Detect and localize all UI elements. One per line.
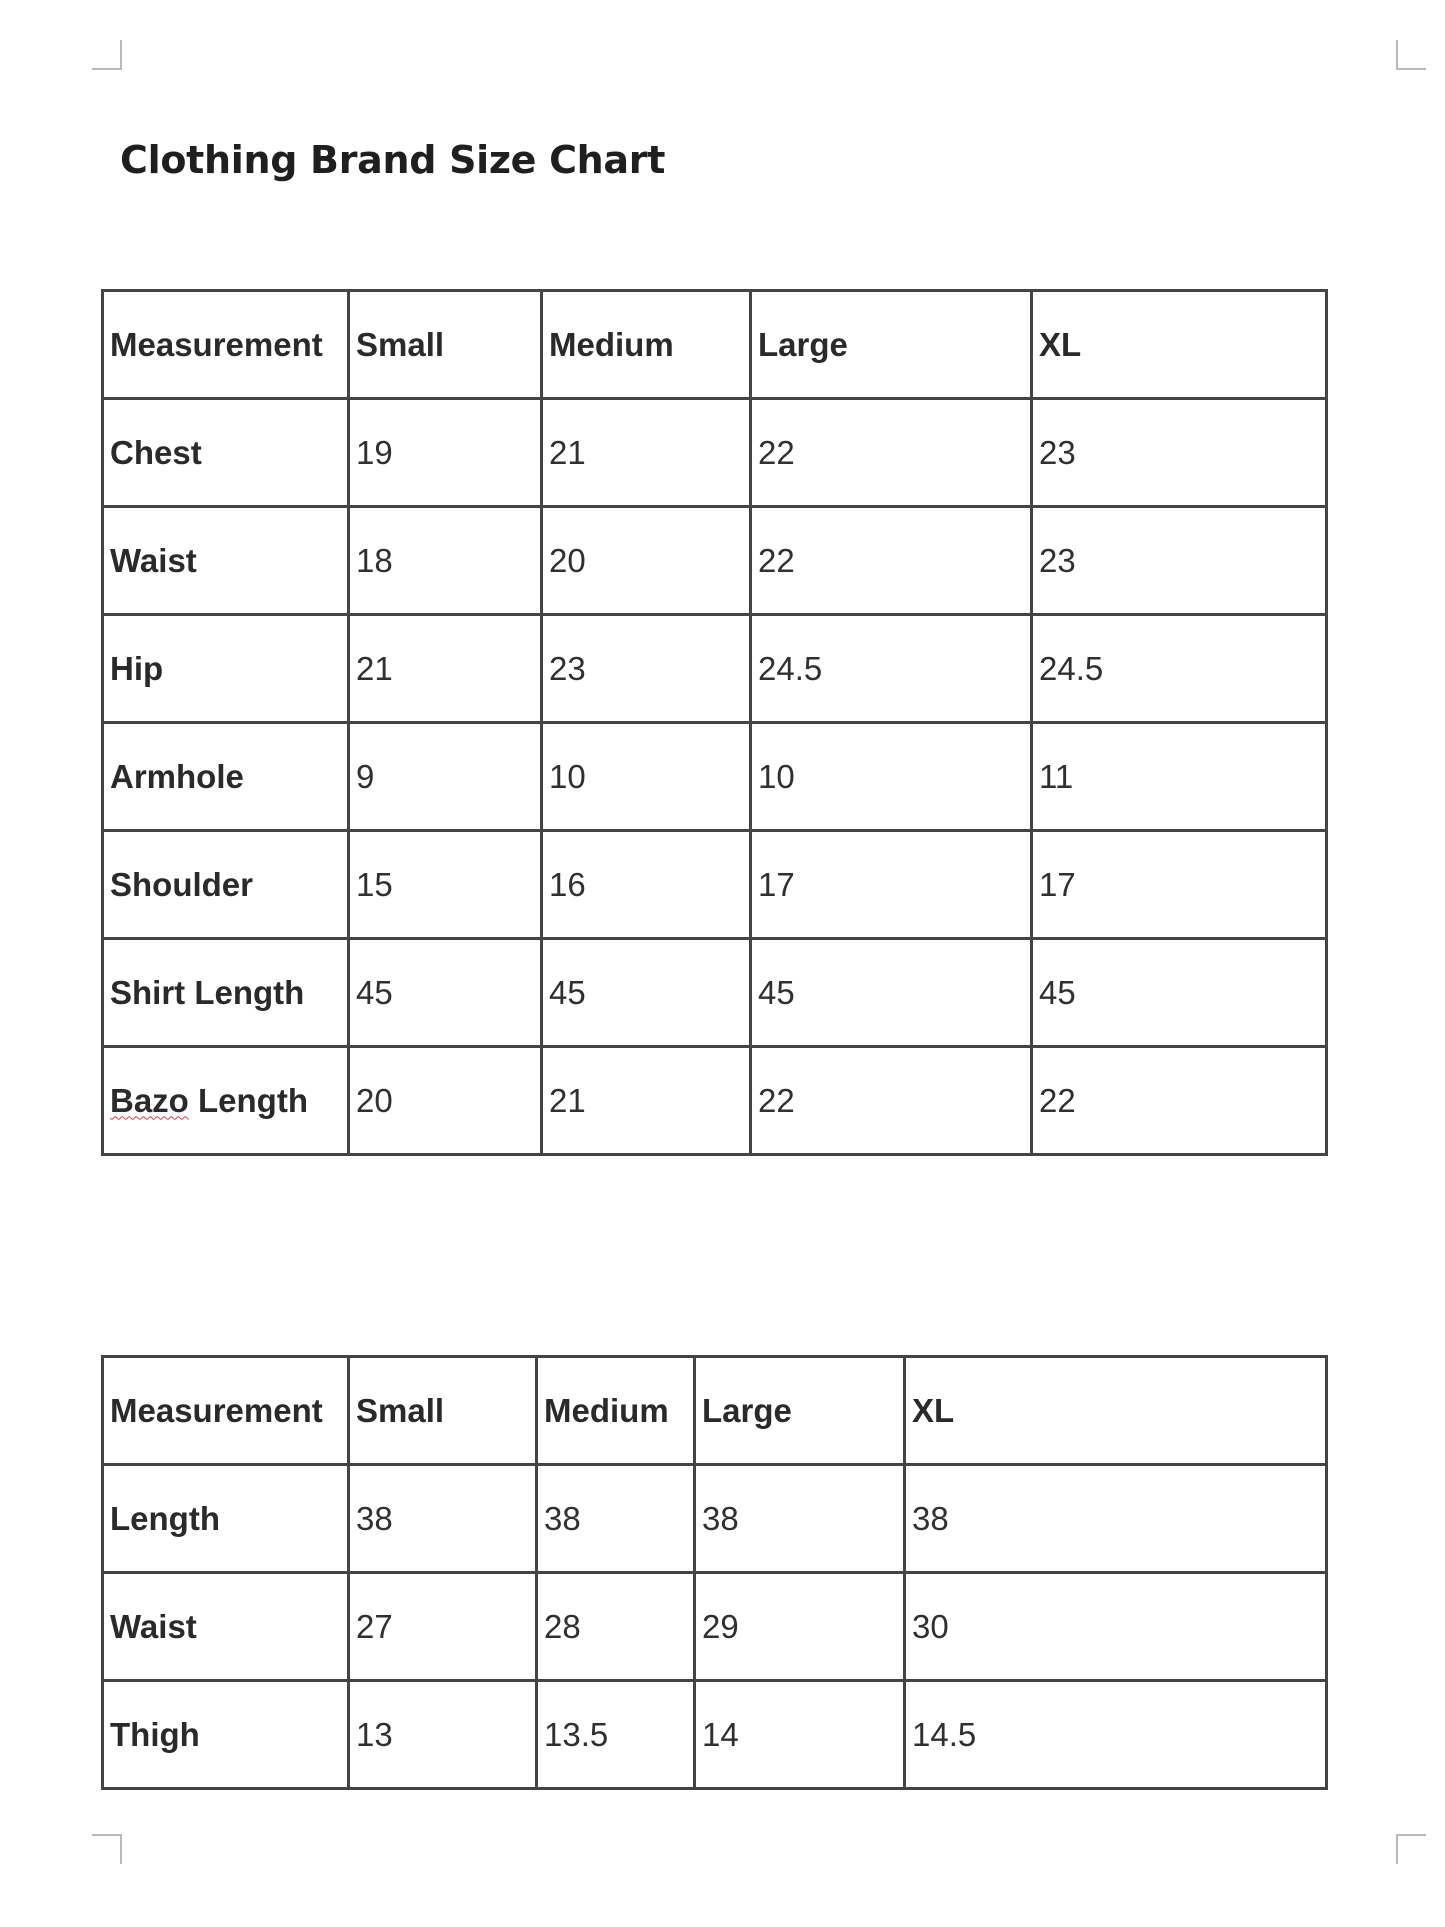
misspelled-word: Bazo bbox=[110, 1081, 189, 1119]
table-cell[interactable]: 21 bbox=[349, 615, 542, 723]
table-cell[interactable]: 22 bbox=[1032, 1047, 1327, 1155]
table-cell[interactable]: 20 bbox=[349, 1047, 542, 1155]
table-cell[interactable]: 38 bbox=[349, 1465, 537, 1573]
table-header-row bbox=[103, 291, 1327, 399]
table-cell[interactable]: 11 bbox=[1032, 723, 1327, 831]
column-header[interactable]: Small bbox=[349, 1357, 537, 1465]
table-cell[interactable]: 23 bbox=[542, 615, 751, 723]
column-header[interactable]: Small bbox=[349, 291, 542, 399]
table-cell[interactable]: 45 bbox=[349, 939, 542, 1047]
page-corner-mark bbox=[92, 40, 122, 70]
table-header-row bbox=[103, 1357, 1327, 1465]
column-header[interactable]: XL bbox=[1032, 291, 1327, 399]
table-cell[interactable]: 27 bbox=[349, 1573, 537, 1681]
table-cell[interactable]: 20 bbox=[542, 507, 751, 615]
table-row bbox=[103, 939, 1327, 1047]
row-label[interactable]: Hip bbox=[103, 615, 349, 723]
row-label[interactable]: Shirt Length bbox=[103, 939, 349, 1047]
table-cell[interactable]: 19 bbox=[349, 399, 542, 507]
page-corner-mark bbox=[1396, 1834, 1426, 1864]
table-cell[interactable]: 38 bbox=[695, 1465, 905, 1573]
table-cell[interactable]: 13 bbox=[349, 1681, 537, 1789]
column-header[interactable]: Medium bbox=[542, 291, 751, 399]
table-cell[interactable]: 38 bbox=[905, 1465, 1327, 1573]
table-cell[interactable]: 15 bbox=[349, 831, 542, 939]
table-cell[interactable]: 24.5 bbox=[751, 615, 1032, 723]
table-cell[interactable]: 9 bbox=[349, 723, 542, 831]
table-cell[interactable]: 30 bbox=[905, 1573, 1327, 1681]
table-row bbox=[103, 723, 1327, 831]
table-row bbox=[103, 1681, 1327, 1789]
table-cell[interactable]: 38 bbox=[537, 1465, 695, 1573]
table-row bbox=[103, 507, 1327, 615]
column-header[interactable]: Measurement bbox=[103, 1357, 349, 1465]
table-row bbox=[103, 1465, 1327, 1573]
row-label-suffix: Length bbox=[188, 1081, 308, 1119]
column-header[interactable]: XL bbox=[905, 1357, 1327, 1465]
table-cell[interactable]: 17 bbox=[751, 831, 1032, 939]
table-cell[interactable]: 16 bbox=[542, 831, 751, 939]
table-row bbox=[103, 1047, 1327, 1155]
table-cell[interactable]: 23 bbox=[1032, 399, 1327, 507]
row-label[interactable]: Chest bbox=[103, 399, 349, 507]
table-cell[interactable]: 22 bbox=[751, 1047, 1032, 1155]
row-label[interactable]: Armhole bbox=[103, 723, 349, 831]
row-label[interactable]: Length bbox=[103, 1465, 349, 1573]
table-row bbox=[103, 615, 1327, 723]
table-cell[interactable]: 10 bbox=[542, 723, 751, 831]
table-cell[interactable]: 13.5 bbox=[537, 1681, 695, 1789]
row-label[interactable]: Shoulder bbox=[103, 831, 349, 939]
row-label[interactable] bbox=[103, 1047, 349, 1155]
table-cell[interactable]: 17 bbox=[1032, 831, 1327, 939]
table-cell[interactable]: 14.5 bbox=[905, 1681, 1327, 1789]
table-cell[interactable]: 21 bbox=[542, 399, 751, 507]
row-label[interactable]: Waist bbox=[103, 1573, 349, 1681]
column-header[interactable]: Measurement bbox=[103, 291, 349, 399]
table-cell[interactable]: 29 bbox=[695, 1573, 905, 1681]
table-cell[interactable]: 21 bbox=[542, 1047, 751, 1155]
bottom-size-table bbox=[101, 1355, 1328, 1790]
page-corner-mark bbox=[1396, 40, 1426, 70]
table-cell[interactable]: 45 bbox=[1032, 939, 1327, 1047]
top-size-table bbox=[101, 289, 1328, 1156]
row-label[interactable]: Waist bbox=[103, 507, 349, 615]
table-cell[interactable]: 22 bbox=[751, 399, 1032, 507]
table-cell[interactable]: 45 bbox=[542, 939, 751, 1047]
table-cell[interactable]: 18 bbox=[349, 507, 542, 615]
page-corner-mark bbox=[92, 1834, 122, 1864]
column-header[interactable]: Large bbox=[695, 1357, 905, 1465]
table-cell[interactable]: 14 bbox=[695, 1681, 905, 1789]
table-cell[interactable]: 28 bbox=[537, 1573, 695, 1681]
column-header[interactable]: Large bbox=[751, 291, 1032, 399]
table-cell[interactable]: 10 bbox=[751, 723, 1032, 831]
table-row bbox=[103, 399, 1327, 507]
table-row bbox=[103, 1573, 1327, 1681]
page-title: Clothing Brand Size Chart bbox=[120, 138, 666, 182]
row-label[interactable]: Thigh bbox=[103, 1681, 349, 1789]
table-cell[interactable]: 23 bbox=[1032, 507, 1327, 615]
table-cell[interactable]: 22 bbox=[751, 507, 1032, 615]
table-cell[interactable]: 24.5 bbox=[1032, 615, 1327, 723]
table-cell[interactable]: 45 bbox=[751, 939, 1032, 1047]
table-row bbox=[103, 831, 1327, 939]
column-header[interactable]: Medium bbox=[537, 1357, 695, 1465]
